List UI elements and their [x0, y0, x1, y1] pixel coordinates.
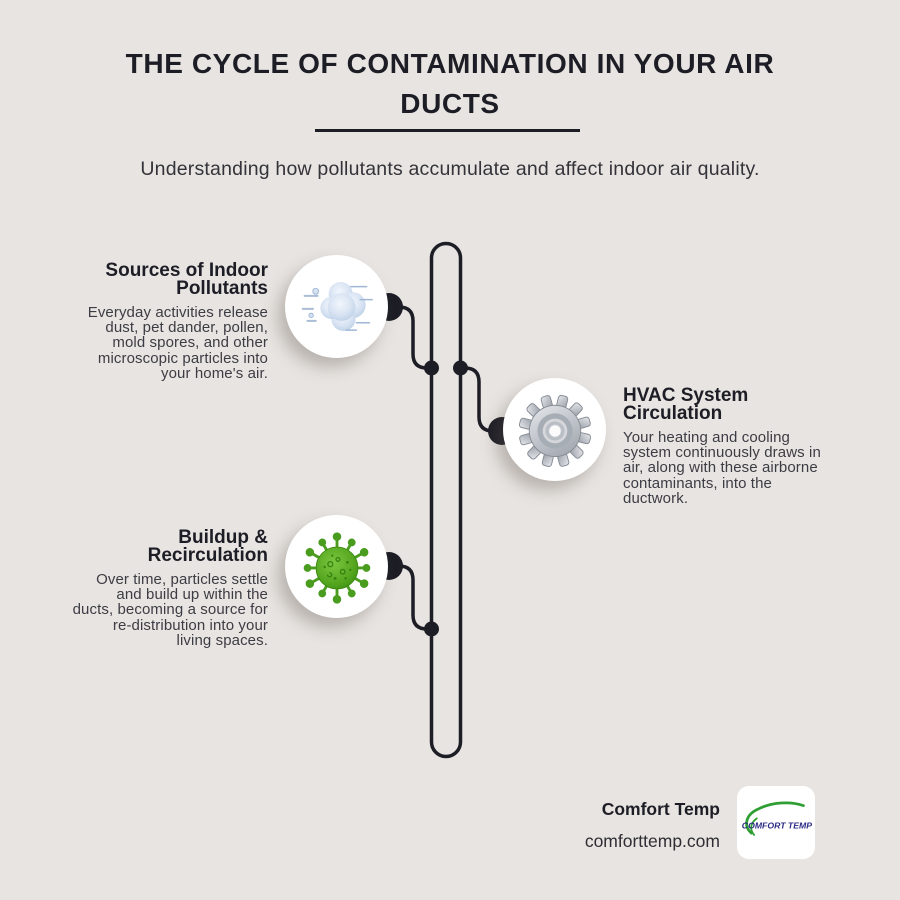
step-body-line: Over time, particles settle	[96, 571, 268, 588]
step-body	[623, 430, 873, 506]
step-body-line: air, along with these airborne	[623, 459, 818, 477]
step-body-line: Everyday activities release	[87, 304, 268, 321]
step-body-line: ducts, becoming a source for	[72, 601, 268, 619]
pollutants-node-circle	[285, 255, 388, 358]
step-body-line: your home's air.	[160, 364, 268, 382]
comfort-temp-logo-icon	[740, 791, 812, 855]
step-heading-line: Circulation	[623, 402, 723, 424]
step-body-line: living spaces.	[176, 631, 268, 649]
buildup-node-circle	[285, 515, 388, 618]
company-name: Comfort Temp	[601, 799, 720, 819]
step-body-line: ductwork.	[623, 489, 689, 507]
footer-text	[585, 799, 720, 852]
smoke-icon	[300, 270, 374, 344]
step-heading	[40, 529, 268, 564]
hvac-node-circle	[503, 378, 606, 481]
company-website: comforttemp.com	[584, 831, 720, 851]
step-pollutants-text	[40, 262, 268, 381]
step-heading-line: Pollutants	[176, 277, 268, 299]
step-body	[40, 305, 268, 381]
gear-icon	[517, 392, 593, 468]
step-heading-line: HVAC System	[623, 385, 749, 406]
step-body-line: dust, pet dander, pollen,	[105, 319, 268, 337]
company-logo	[737, 786, 815, 859]
step-body-line: mold spores, and other	[112, 334, 268, 352]
step-heading	[40, 262, 268, 297]
virus-icon	[299, 529, 375, 605]
page-title-line2: DUCTS	[400, 88, 500, 119]
step-body	[40, 572, 268, 648]
step-heading	[623, 387, 873, 422]
track-dot-3	[424, 622, 439, 637]
step-hvac-text	[623, 387, 873, 506]
step-heading-line: Recirculation	[147, 544, 268, 566]
step-body-line: contaminants, into the	[623, 474, 772, 492]
step-buildup-text	[40, 529, 268, 648]
page-title-line1: THE CYCLE OF CONTAMINATION IN YOUR AIR	[125, 48, 775, 79]
track-dot-1	[424, 361, 439, 376]
capsule-track	[432, 244, 461, 757]
logo-text: COMFORT TEMP	[741, 819, 812, 830]
step-body-line: re-distribution into your	[112, 616, 268, 634]
step-body-line: microscopic particles into	[97, 349, 268, 367]
step-body-line: system continuously draws in	[623, 444, 821, 462]
step-heading-line: Buildup &	[178, 527, 268, 548]
step-body-line: Your heating and cooling	[623, 429, 790, 446]
step-body-line: and build up within the	[116, 586, 268, 604]
track-dot-2	[453, 361, 468, 376]
step-heading-line: Sources of Indoor	[105, 260, 268, 281]
page-subtitle: Understanding how pollutants accumulate and affect indoor air quality.	[140, 158, 760, 180]
